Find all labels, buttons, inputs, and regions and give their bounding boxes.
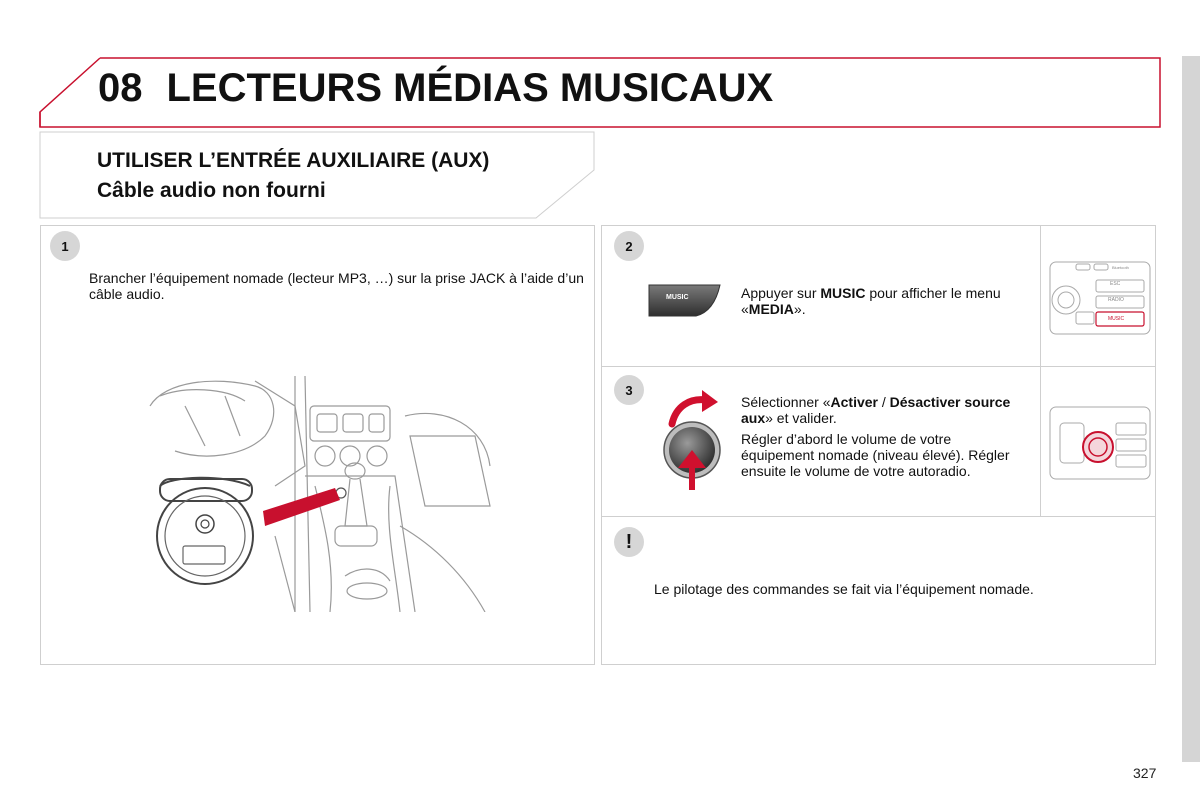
step-3-text-desactiver: Désactiver source aux: [741, 394, 1011, 426]
chapter-number: 08: [98, 66, 143, 110]
note-badge: !: [614, 527, 644, 557]
page-side-bar: [1182, 56, 1200, 762]
radio-faceplate-knob-image: [1046, 403, 1154, 483]
section-header-frame: [0, 130, 600, 222]
rotary-knob-image: [658, 388, 728, 492]
section-title: UTILISER L’ENTRÉE AUXILIAIRE (AUX): [97, 149, 490, 172]
radio-esc-label: ESC: [1110, 281, 1121, 287]
step-3-text-c: » et valider.: [765, 410, 837, 426]
step-2-text-a: Appuyer sur: [741, 285, 821, 301]
step-2-text-c: ».: [793, 301, 806, 317]
radio-radio-label: RADIO: [1108, 297, 1124, 303]
step-2-text: [741, 285, 1011, 317]
step-1-badge: 1: [50, 231, 80, 261]
music-button-image: [646, 283, 722, 317]
step-3-text-a: Sélectionner «: [741, 394, 831, 410]
chapter-title: [98, 66, 773, 111]
step-2-text-music: MUSIC: [820, 285, 866, 301]
step-3-text-2: Régler d’abord le volume de votre équipement nomade (niveau élevé). Régler ensuite le volume de votre autoradio.: [741, 431, 1010, 479]
radio-bluetooth-label: Bluetooth: [1112, 265, 1129, 270]
aux-jack-illustration: [145, 376, 495, 612]
page-number: 327: [1133, 765, 1157, 781]
step-2-badge: 2: [614, 231, 644, 261]
step-3-text-1: [741, 394, 1013, 426]
section-subtitle: Câble audio non fourni: [97, 179, 326, 202]
note-text: Le pilotage des commandes se fait via l’équipement nomade.: [654, 581, 1034, 597]
step-3-text-b: /: [877, 394, 890, 410]
step-2-text-media: MEDIA: [748, 301, 794, 317]
step-3-badge: 3: [614, 375, 644, 405]
step-1-text: Brancher l’équipement nomade (lecteur MP3, …) sur la prise JACK à l’aide d’un câble audio.: [89, 270, 584, 302]
music-button-label: MUSIC: [666, 294, 689, 301]
step-3-text-activer: Activer: [830, 394, 878, 410]
step-2-text-b: pour afficher le menu «: [741, 285, 1001, 317]
radio-faceplate-music-image: [1046, 258, 1154, 338]
radio-music-label: MUSIC: [1108, 316, 1125, 322]
chapter-title-text: LECTEURS MÉDIAS MUSICAUX: [166, 66, 774, 110]
